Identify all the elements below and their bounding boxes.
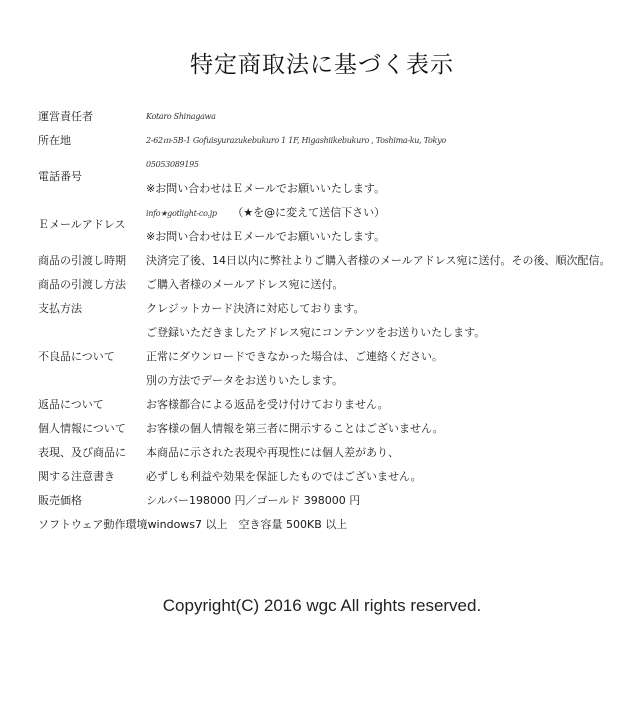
note-phone: ※お問い合わせはＥメールでお願いいたします。 [146, 182, 386, 195]
label-address: 所在地 [38, 134, 71, 147]
row-price [38, 490, 638, 512]
row-defective [38, 346, 638, 368]
label-returns: 返品について [38, 398, 104, 411]
label-expression-2: 関する注意書き [38, 470, 115, 483]
note-email: ※お問い合わせはＥメールでお願いいたします。 [146, 230, 386, 243]
row-manager [38, 106, 638, 128]
value-defective-line2: 正常にダウンロードできなかった場合は、ご連絡ください。 [146, 350, 443, 363]
value-environment: windows7 以上 空き容量 500KB 以上 [147, 518, 348, 531]
value-defective-line3: 別の方法でデータをお送りいたします。 [146, 374, 344, 387]
copyright-footer: Copyright(C) 2016 wgc All rights reserved. [162, 596, 482, 615]
value-manager: Kotaro Shinagawa [146, 112, 216, 121]
email-instruction: （★を@に変えて送信下さい） [232, 206, 386, 219]
row-address [38, 130, 638, 152]
row-delivery-time [38, 250, 638, 272]
value-returns: お客様都合による返品を受け付けておりません。 [146, 398, 389, 411]
value-expression-2: 必ずしも利益や効果を保証したものではございません。 [146, 470, 422, 483]
value-privacy: お客様の個人情報を第三者に開示することはございません。 [146, 422, 444, 435]
value-address: 2-62ｍ-5B-1 Gofuisyurazukebukuro 1 1F, Higashiikebukuro , Toshima-ku, Tokyo [146, 136, 446, 145]
row-email-note [38, 226, 638, 248]
row-payment [38, 298, 638, 320]
label-delivery-method: 商品の引渡し方法 [38, 278, 126, 291]
value-expression-1: 本商品に示された表現や再現性には個人差があり、 [146, 446, 399, 459]
row-environment [38, 514, 638, 536]
label-phone: 電話番号 [38, 170, 82, 183]
label-privacy: 個人情報について [38, 422, 126, 435]
label-payment: 支払方法 [38, 302, 82, 315]
row-phone-note [38, 178, 638, 200]
value-email: info★gotlight-co.jp [146, 209, 217, 218]
row-returns [38, 394, 638, 416]
row-delivery-method [38, 274, 638, 296]
value-price: シルバー198000 円／ゴールド 398000 円 [146, 494, 361, 507]
row-defective-line3 [38, 370, 638, 392]
value-defective-line1: ご登録いただきましたアドレス宛にコンテンツをお送りいたします。 [146, 326, 486, 339]
row-expression-2 [38, 466, 638, 488]
value-payment: クレジットカード決済に対応しております。 [146, 302, 365, 315]
value-delivery-time: 決済完了後、14日以内に弊社よりご購入者様のメールアドレス宛に送付。その後、順次配信。 [146, 254, 611, 267]
value-phone: 05053089195 [146, 160, 199, 169]
row-defective-line1 [38, 322, 638, 344]
label-delivery-time: 商品の引渡し時期 [38, 254, 126, 267]
value-delivery-method: ご購入者様のメールアドレス宛に送付。 [146, 278, 344, 291]
label-environment: ソフトウェア動作環境 [38, 518, 148, 531]
page-title: 特定商取法に基づく表示 [190, 52, 454, 78]
label-price: 販売価格 [38, 494, 82, 507]
label-expression-1: 表現、及び商品に [38, 446, 126, 459]
row-privacy [38, 418, 638, 440]
row-expression-1 [38, 442, 638, 464]
label-email: Ｅメールアドレス [38, 218, 126, 231]
label-defective: 不良品について [38, 350, 115, 363]
label-manager: 運営責任者 [38, 110, 93, 123]
